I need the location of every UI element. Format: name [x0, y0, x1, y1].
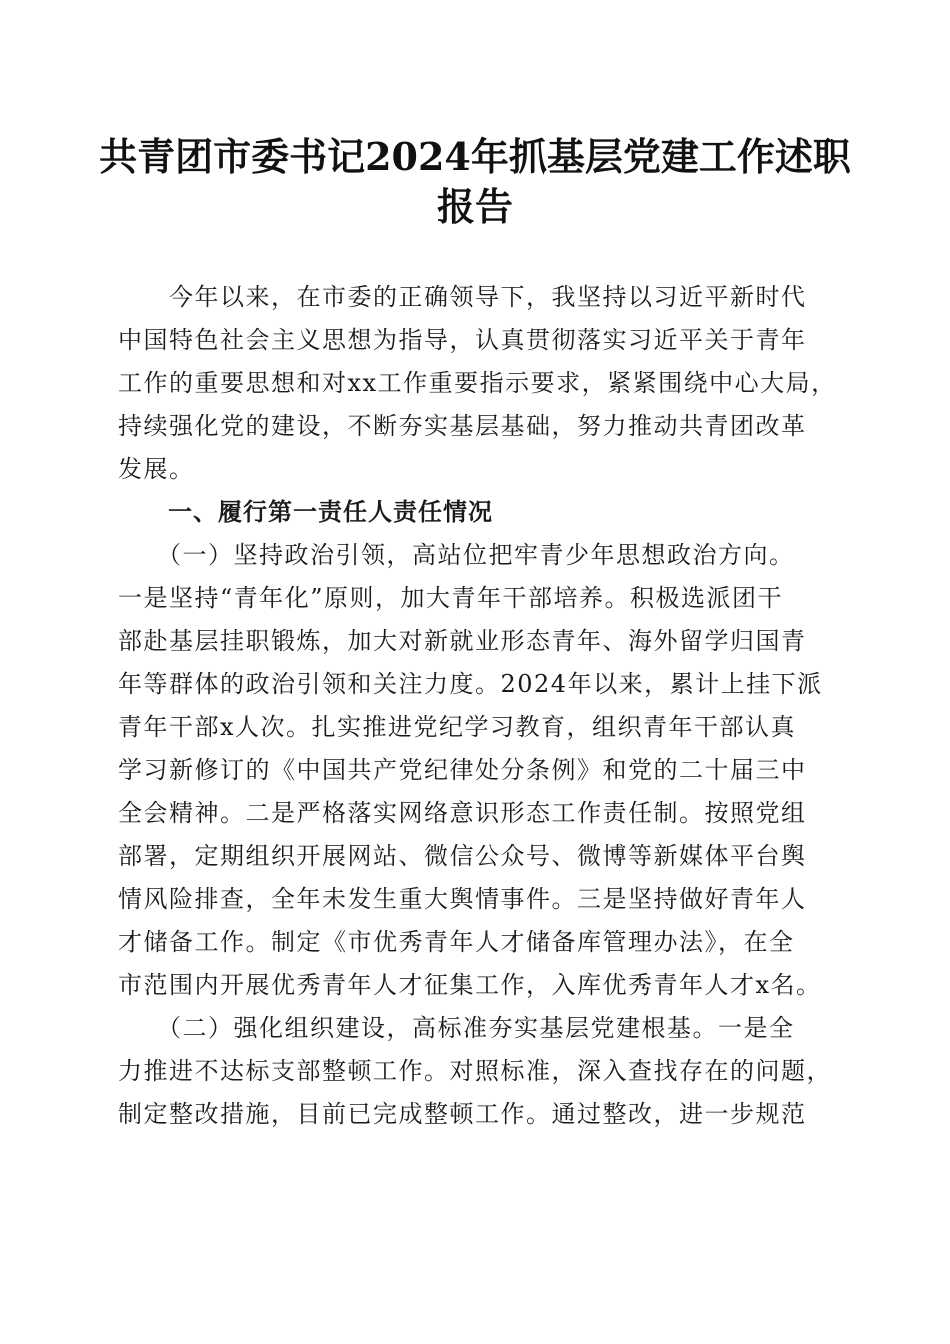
document-title	[90, 132, 860, 232]
body-line-1: 今年以来，在市委的正确领导下，我坚持以习近平新时代	[118, 283, 807, 311]
section-heading-1: 一、履行第一责任人责任情况	[118, 498, 493, 526]
body-line-12: 学习新修订的《中国共产党纪律处分条例》和党的二十届三中	[118, 756, 807, 784]
body-line-11: 青年干部x人次。扎实推进党纪学习教育，组织青年干部认真	[118, 713, 797, 741]
body-line-19: 力推进不达标支部整顿工作。对照标准，深入查找存在的问题，	[118, 1057, 832, 1085]
body-line-16: 才储备工作。制定《市优秀青年人才储备库管理办法》，在全	[118, 928, 795, 956]
title-line-1: 共青团市委书记2024年抓基层党建工作述职	[99, 134, 851, 179]
body-line-13: 全会精神。二是严格落实网络意识形态工作责任制。按照党组	[118, 799, 807, 827]
subsection-heading-2: （二）强化组织建设，高标准夯实基层党建根基。一是全	[118, 1014, 795, 1042]
body-line-3: 工作的重要思想和对xx工作重要指示要求，紧紧围绕中心大局，	[118, 369, 837, 397]
document-body	[118, 276, 837, 1136]
body-line-5: 发展。	[118, 455, 195, 483]
body-line-15: 情风险排查，全年未发生重大舆情事件。三是坚持做好青年人	[118, 885, 807, 913]
body-line-10: 年等群体的政治引领和关注力度。2024年以来，累计上挂下派	[118, 670, 823, 698]
body-line-17: 市范围内开展优秀青年人才征集工作，入库优秀青年人才x名。	[118, 971, 822, 999]
body-line-14: 部署，定期组织开展网站、微信公众号、微博等新媒体平台舆	[118, 842, 807, 870]
body-line-2: 中国特色社会主义思想为指导，认真贯彻落实习近平关于青年	[118, 326, 807, 354]
subsection-heading-1: （一）坚持政治引领，高站位把牢青少年思想政治方向。	[118, 541, 795, 569]
body-line-20: 制定整改措施，目前已完成整顿工作。通过整改，进一步规范	[118, 1100, 807, 1128]
body-line-9: 部赴基层挂职锻炼，加大对新就业形态青年、海外留学归国青	[118, 627, 807, 655]
title-line-2: 报告	[436, 184, 513, 229]
body-line-4: 持续强化党的建设，不断夯实基层基础，努力推动共青团改革	[118, 412, 807, 440]
body-line-8: 一是坚持“青年化”原则，加大青年干部培养。积极选派团干	[118, 584, 784, 612]
